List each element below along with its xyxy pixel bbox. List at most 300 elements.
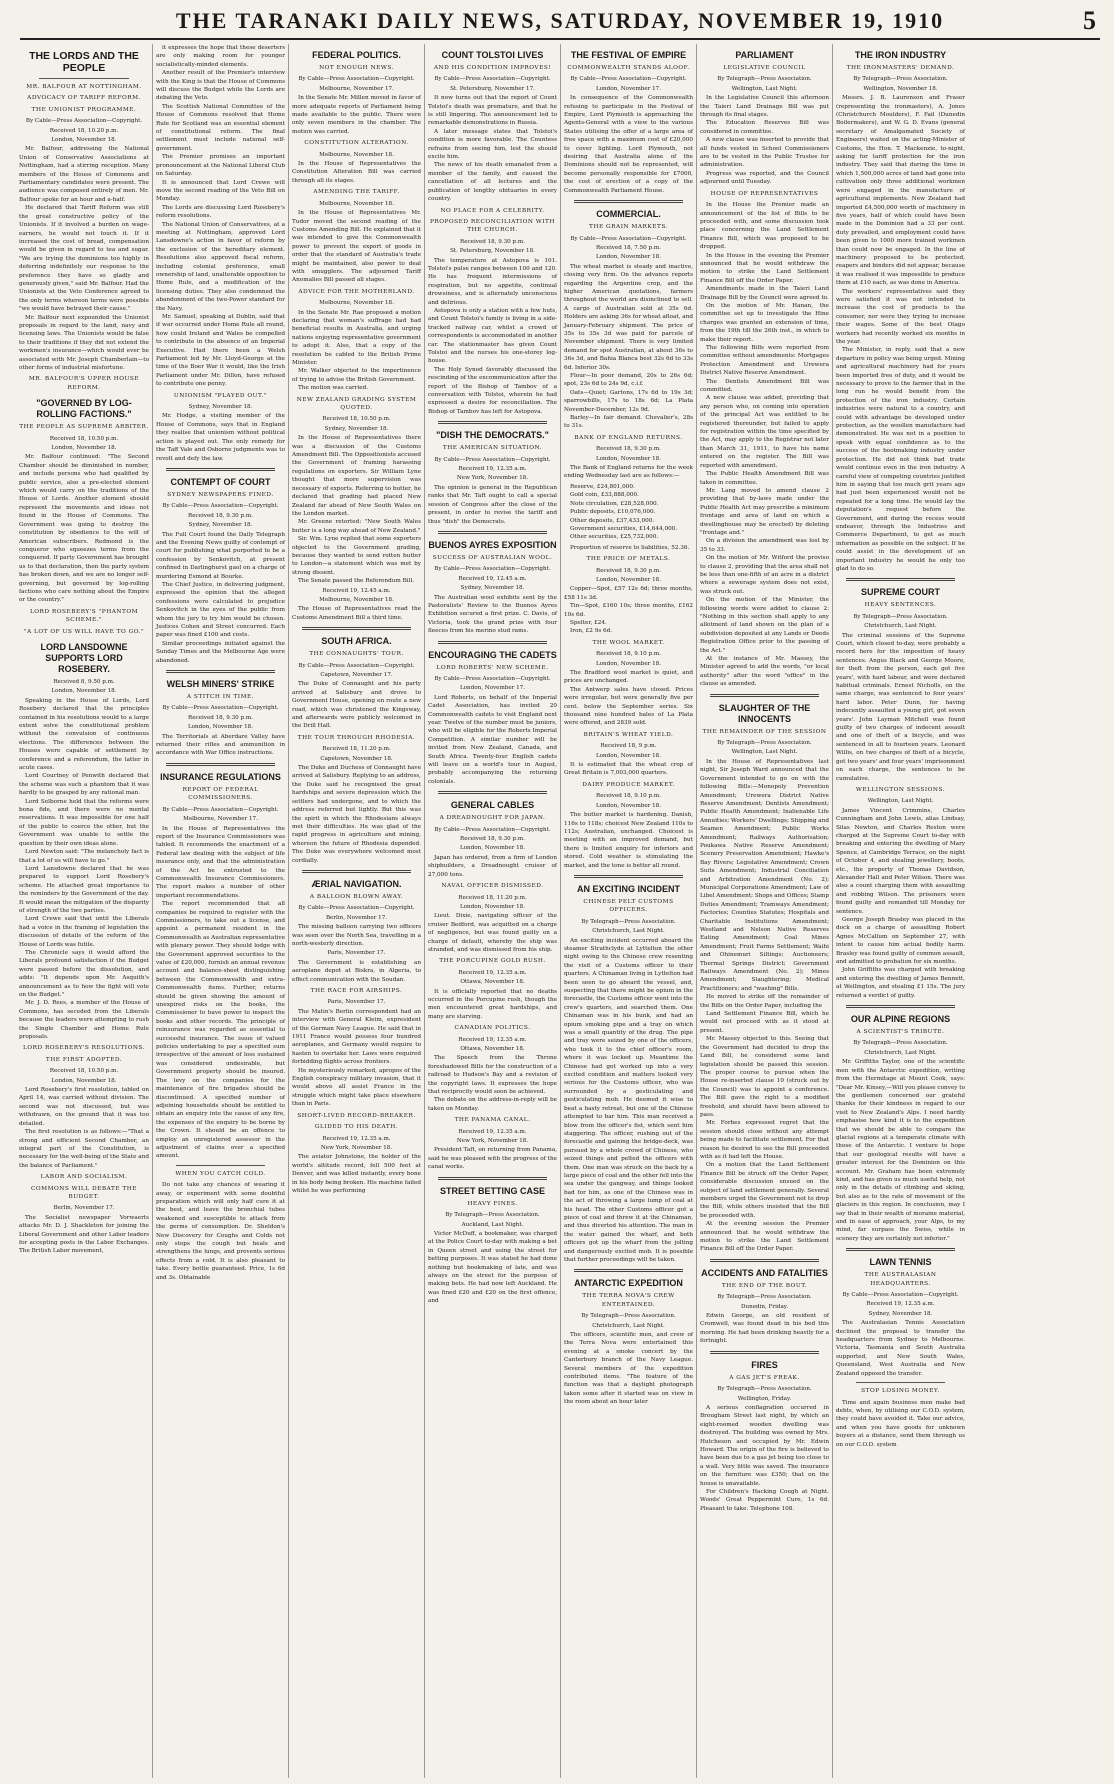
paragraph: Mr. Lang moved to amend clause 2 providing that by-laws made under the Public Health Act may prescribe a minimum frontage and area of land on which a dwellinghouse may be erected) by deleting "frontage and." [700, 487, 829, 536]
subhead: THE FIRST ADOPTED. [45, 1056, 123, 1063]
dateline: New York, November 18. [456, 1138, 529, 1145]
dateline: London, November 18. [595, 752, 662, 759]
headline: ACCIDENTS AND FATALITIES [701, 1267, 828, 1278]
paragraph: Time and again business men make bad debts, when, by utilising our C.O.D. system, they could have avoided it. Take our advice, and when you have goods for unknown buyers at a distance, send them through us on our C.O.D. system [836, 1399, 965, 1448]
subhead: A GAS JET'S FREAK. [729, 1374, 800, 1381]
paragraph: Mr. Walker objected to the impertinence of trying to advise the British Government. [292, 368, 421, 383]
divider [176, 1165, 265, 1166]
paragraph: In the House of Representatives Mr. Tudor moved the second reading of the Customs Amending Bill. He explained that it was intended to give the Commonwealth power to prevent the export of goods in order that the standard of Australia's trade might be maintained, also power to deal with smugglers. The adjourned Tariff Anomalies Bill passed all stages. [292, 210, 421, 284]
dateline: By Telegraph—Press Association. [445, 1212, 540, 1219]
subhead: THE RACE FOR AIRSHIPS. [310, 988, 403, 994]
dateline: By Telegraph—Press Association. [717, 76, 812, 83]
dateline: Christchurch, Last Night. [592, 928, 665, 935]
headline: COUNT TOLSTOI LIVES [441, 50, 544, 60]
divider [710, 1351, 819, 1354]
paragraph: The debate on the address-in-reply will be taken on Monday. [428, 1097, 557, 1112]
paragraph: In the House of Representatives last night, Sir Joseph Ward announced that the Government intended to go on with the following Bills:—Monopoly Prevention Amendment; Urewera District Native Reserve Amendment; Dentists Amendment; Public Health Amendment; Inalienable Life Annuities; Workers' Dwellings; Shipping and Seamen Amendment; Public Works Amendment; Railways Authorisation; Poukawa Native Reserve Amendment; Scenery Preservation Amendment; Hawke's Bay Rivers; Legislative Amendment; Crown Suits Amendment; Industrial Conciliation and Arbitration Amendment (No. 2); Municipal Corporations Amendment; Law of Libel Amendment; Shops and Offices; Stamp Duties Amendment; Tramways Amendment; Factories; Counties Statutes; Hospitals and Charitable Institutions Amendment; Westland and Nelson Native Reserves Eating Amendment; Coal Mines Amendment; Fruit Farms Settlement; Waihi and Ohinemuri Siltings; Auctioneers; Thermal Springs District; Government Railways Amendment (No. 2); Mines Amendment; Slaughtering; Medical Practitioners; and "washing" Bills. [700, 758, 830, 992]
dateline: London, November 18. [459, 845, 526, 852]
paragraph: The Chronicle says it would afford the Liberals profound satisfaction if the Budget were passed before the dissolution, and adds: "It depends upon Mr. Asquith's announcement as to how the fight will vote on the Budget." [19, 949, 149, 998]
dateline: Sydney, November 18. [868, 1310, 933, 1317]
dateline: Received 18, 9.10 p.m. [596, 793, 661, 800]
dateline: Received 18, 9.30 p.m. [596, 567, 661, 574]
dateline: Received 18, 11.20 p.m. [322, 746, 391, 753]
subhead: ADVOCACY OF TARIFF REFORM. [27, 95, 141, 102]
divider [574, 875, 683, 878]
subhead: CHINESE PELT CUSTOMS OFFICERS. [583, 898, 674, 914]
divider [846, 1005, 955, 1008]
dateline: By Telegraph—Press Association. [581, 918, 676, 925]
subhead: THE AMERICAN SITUATION. [442, 445, 543, 452]
subhead: THE CONNAUGHTS' TOUR. [309, 651, 404, 658]
headline: ENCOURAGING THE CADETS [428, 649, 557, 660]
dateline: London, November 18. [51, 1077, 117, 1084]
dateline: London, November 18. [51, 137, 117, 144]
dateline: Received 19, 12.45 a.m. [458, 575, 527, 582]
subhead: AMENDING THE TARIFF. [313, 189, 400, 196]
divider [710, 1259, 819, 1262]
paragraph: Flour—In poor demand, 20s to 26s 6d; spot, 23s 6d to 24s 9d, c.i.f. [564, 373, 693, 388]
dateline: Paris, November 17. [327, 999, 386, 1006]
dateline: London, November 18. [187, 724, 254, 731]
page-number: 5 [1083, 6, 1096, 35]
paragraph: A new clause was added, providing that any person who, on coming into operation of the principal Act was entitled to be registered thereunder, but failed to apply for registration within the time specified by the Act, may apply to the Registrar not later than March 31, 1911, to have his name entered on the register. The Bill was reported with amendment. [700, 395, 829, 469]
paragraph: President Taft, on returning from Panama, said he was pleased with the progress of the canal works. [428, 1147, 557, 1171]
column-2 [152, 44, 288, 1778]
dateline: Received 18, 10.50 p.m. [322, 416, 391, 423]
subhead: THE AUSTRALASIAN HEADQUARTERS. [864, 1272, 937, 1287]
paragraph: The Australian wool exhibits sent by the Pastoralists' Review to the Buenos Ayres Exhibition secured a first prize. C. Davis, of Victoria, took the grand prize with four fleeces from his merino stud rams. [428, 594, 557, 635]
subhead: LORD ROSEBERY'S "PHANTOM SCHEME." [29, 608, 139, 624]
subhead: THE PORCUPINE GOLD RUSH. [439, 958, 546, 965]
subhead: THE TERRA NOVA'S CREW ENTERTAINED. [582, 1293, 675, 1308]
paragraph: The first resolution is as follows:—"That a strong and efficient Second Chamber, an integral part of the Constitution, is necessary for the well-being of the State and the balance of Parliament." [19, 1129, 149, 1169]
headline: GENERAL CABLES [450, 800, 535, 811]
dateline: Christchurch, Last Night. [864, 1049, 937, 1056]
paragraph: Similar proceedings initiated against the Sunday Times and the Melbourne Age were abandoned. [156, 640, 285, 664]
divider [846, 1248, 955, 1251]
subhead: LORD ROSEBERY'S RESOLUTIONS. [22, 1045, 145, 1052]
paragraph: James Vincent Crimmins, Charles Cunningham and John Lewis, alias Lindsay, Silas Newton, and Charles Reston were charged at the Supreme Court to-day with breaking and entering the dwelling of Mary Spence, at Cambridge Terrace, on the night of October 4, and stealing jewellery, boots, etc., the property of Thomas Davidson, Alexander Hall and Peter Wilson. There was also a count charging them with assaulting and robbing Wilson. The prisoners were found guilty and remanded till Monday for sentence. [836, 807, 965, 915]
subhead: THE PEOPLE AS SUPREME ARBITER. [19, 424, 149, 431]
dateline: Received 18, 9.10 p.m. [596, 651, 661, 658]
paragraph: Mr. Griffiths Taylor, one of the scientific men with the Antarctic expedition, writing from the Hermitage at Mount Cook, says: "Dear Mr. Kinsey,—Will you please convey to the gentlemen concerned our grateful thanks for their kindness in regard to our visit to New Zealand's Alps. I need hardly emphasise how kind it is to the expedition that we should be able to compare the glacial regions at a temperate climate with those of the Antarctic. I venture to hope that our geological results will have a greater interest for the Dominion on this account. Mr. Graham has been extremely kind, and has given us much useful help, not only in the details of climbing and skiing, but also as to the rate of movement of the glaciers in this region. In conclusion, may I say that in their wealth of moraine material, and in ease of approach, your Alps, to my mind, far surpass the Swiss, while in scenery they are certainly not inferior." [836, 1059, 965, 1242]
headline: "GOVERNED BY LOG-ROLLING FACTIONS." [36, 398, 132, 420]
dateline: Received 18, 10.20 p.m. [49, 127, 119, 134]
column-6 [696, 44, 832, 1778]
subhead: WELLINGTON SESSIONS. [855, 786, 946, 793]
headline: LAWN TENNIS [869, 1257, 932, 1268]
paragraph: The Education Reserves Bill was considered in committee. [700, 120, 829, 135]
subhead: LABOR AND SOCIALISM. [40, 1174, 128, 1181]
paragraph: In the House of Representatives the Constitution Alteration Bill was carried through all its stages. [292, 161, 421, 184]
paragraph: On the motion of Mr. Hanan, the committee set up to investigate the Hine charges was granted an extension of time, from the 19th till the 26th inst., in which to make their report. [700, 302, 829, 343]
dateline: By Telegraph—Press Association. [853, 613, 948, 620]
dateline: Received 19, 12.35 a.m. [866, 1301, 935, 1308]
table-row: Government securities, £14,644,000. [570, 525, 678, 532]
divider [856, 1382, 945, 1383]
paragraph: Astopova is only a station with a few huts, and Count Tolstoi's family is living in a side-tracked railway car, whilst a crowd of correspondents is accommodated in another car. The stationmaster has given Count Tolstoi and the nurses his one-storey log-house. [428, 307, 557, 365]
subhead: "A LOT OF US WILL HAVE TO GO." [23, 628, 145, 635]
subhead: STOP LOSING MONEY. [861, 1388, 940, 1395]
subhead: HEAVY FINES. [467, 1200, 518, 1207]
paragraph: Another result of the Premier's interview with the King is that the House of Commons will discuss the Budget while the Lords are debating the Veto. [156, 70, 285, 102]
paragraph: The Territorials at Aberdare Valley have returned their rifles and ammunition in accordance with War Office instructions. [156, 733, 285, 757]
headline: COMMERCIAL. [596, 209, 661, 220]
dateline: Melbourne, November 18. [319, 300, 394, 307]
paragraph: The Antwerp sales have closed. Prices were irregular, but were generally five per cent. below the September series. Six thousand nine hundred bales of La Plata were offered, and 2839 sold. [564, 686, 693, 727]
dateline: London, November 18. [459, 903, 526, 910]
paragraph: Speaking in the House of Lords, Lord Rosebery declared that the principles contained in his resolutions would to a large extent solve the constitutional problem without the convulsion of continuous elections. The differences between the Houses were capable of settlement by conference and a referendum, the latter in acute cases. [19, 697, 149, 772]
dateline: St. Petersburg, November 18. [450, 248, 535, 255]
paragraph: The report recommended that all companies be required to register with the Commissioners, to take out a license, and appoint a permanent resident in the Commonwealth as Australian representative with plenary power. They should lodge with the Government approved securities to the value of £20,000, furnish an annual revenue account and balance-sheet distinguishing between the Commonwealth and extra-Commonwealth items. Further, returns should be given showing the amount of unexpired risks on the books, the Commissioner to have power to inspect the books and other records. The principle of reinsurance was regarded as essential to successful insurance. The issue of valued policies undertaking to pay a specified sum irrespective of the amount of loss sustained was considered undesirable, but Government property should be insured. The levy on the companies for the maintenance of fire brigades should be discontinued. A specified number of adjoining households should be entitled to obtain an enquiry into the cause of any fire, the expenses of the enquiry to be borne by the Crown. It should be an offence to employ an unregistered assessor in the adjustment of claims over a specified amount. [156, 901, 285, 1160]
paragraph: At the evening session the Premier announced that he would withdraw the motion to strike the Land Settlement Finance Bill off the Order Paper. [700, 1221, 829, 1253]
headline: STREET BETTING CASE [439, 1185, 545, 1196]
divider [710, 694, 819, 697]
dateline: Received 19, 12.35 a.m. [458, 1036, 527, 1043]
dateline: Melbourne, November 17. [183, 816, 258, 823]
paragraph: An exciting incident occurred aboard the steamer Strathclyde at Lyttelton the other night owing to the Chinese crew resenting the visit of a Customs officer to their quarters. A Chinaman living in Lyttelton had been seen to go aboard the vessel, and, suspecting that there might be opium in the forecastle, the Customs officer went into the crew's quarters, and searched them. One Chinaman was in his bunk, and had an opium smoking pipe and a tray on which was a small quantity of the drug. The pipe and tray were seized by one of the officers, who took it to the chief officer's room, where it was locked up. Meantime the Chinese had got worked up into a very excited condition and matters looked very serious for the Customs officer, who was surrounded by a gesticulating and gesticulating mob. He deemed it wise to beat a hasty retreat, but one of the Chinese attempted to bar him. This man received a blow from the officer's fist, which sent him staggering. The officer, rushing out of the forecastle and gaining the bridge-deck, was pursued by a whole crowd of Chinese, who seized things and pelted the officers with them. One man was struck on the back by a large piece of coal and the other fell into the sea under the gangway, and things looked bad for him, as one of the Chinese was in the act of throwing a large lump of coal at his head. The other Customs officer got a piece of coal and threw it at the Chinaman, and thus diverted his attention. The man in the water gained the wharf, and both officers got up the wharf from the jolting and dangerously excited mob. It is possible that further proceedings will be taken. [564, 937, 694, 1263]
subhead: SHORT-LIVED RECORD-BREAKER. [297, 1112, 416, 1119]
paragraph: Mr. Forbes expressed regret that the session should close without any attempt being made to facilitate settlement. For that reason he desired to see the Bill proceeded with as it had left the House. [700, 1120, 829, 1160]
column-3 [288, 44, 424, 1778]
paragraph: On the motion of the Minister, the following words were added to clause 2: "Nothing in this section shall apply to any allotment of land shown on the plan of a subdivision deposited at any Lands or Deeds Registration Office prior to the passing of the Act." [700, 597, 829, 654]
paragraph: Lord Rosebery's first resolution, tabled on April 14, was carried without division. The second was not discussed, but was withdrawn, on the ground that it was too detailed. [19, 1087, 149, 1127]
paragraph: Iron, £2 9s 6d. [570, 628, 613, 635]
paragraph: The Lords are discussing Lord Rosebery's reform resolutions. [156, 204, 285, 220]
paragraph: Mr. Hodge, a visiting member of the House of Commons, says that in England they realise that unionism without political action is played out. The only remedy for the Taff Vale and Osborne judgments was to revolt and defy the law. [156, 413, 285, 462]
dateline: Melbourne, November 18. [319, 596, 394, 603]
paragraph: Progress was reported, and the Council adjourned until Tuesday. [700, 170, 829, 186]
dateline: London, November 18. [595, 455, 662, 462]
paragraph: On the motion of Mr. Witford the proviso to clause 2, providing that the area shall not be less than one-fifth of an acre in a district where a sewerage system does not exist, was struck out. [700, 555, 829, 595]
bank-returns-table [570, 483, 693, 542]
dateline: London, November 18. [51, 445, 117, 452]
headline: FEDERAL POLITICS. [312, 50, 401, 60]
paragraph: The Socialist newspaper Vorwaerts attacks Mr. D. J. Shackleton for joining the Liberal Government and other Labor leaders for accepting posts in the Labor Exchanges. The British Labor movement, [19, 1214, 149, 1255]
divider [438, 791, 547, 794]
headline: THE IRON INDUSTRY [854, 50, 947, 60]
paragraph: For Children's Hacking Cough at Night. Woods' Great Peppermint Cure, 1s 6d. Pleasant to take. Telephone 108. [700, 1488, 829, 1512]
paragraph: A serious conflagration occurred in Brougham Street last night, by which an eight-roomed wooden dwelling was destroyed. The building was owned by Mrs. Hutcheson and occupied by Mr. Edwin Howard. The origin of the fire is believed to have been due to a gas jet being too close to a wall. Very little was saved. The insurance on the furniture was £350; that on the house is unavailable. [700, 1404, 829, 1487]
subhead: DAIRY PRODUCE MARKET. [582, 781, 675, 788]
dateline: Received 19, 12.35 a.m. [458, 466, 527, 473]
paragraph: It is estimated that the wheat crop of Great Britain is 7,003,000 quarters. [564, 762, 693, 777]
paragraph: The Duke and Duchess of Connaught have arrived at Salisbury. Replying to an address, the Duke said he recognised the great hardships and severe depression which the settlers had undergone, and to which the address referred but lightly. But this was the spirit in which the Rhodesians always met their difficulties. He was glad of the rapid progress in agriculture and mining, whereon the future of Rhodesia depended. The Duke was everywhere welcomed most cordially. [292, 765, 421, 864]
headline: ÆRIAL NAVIGATION. [311, 878, 402, 889]
paragraph: Do not take any chances of wearing it away, or experiment with some doubtful preparation which will only half cure it at the best, and leave the bronchial tubes weakened and susceptible to attack from the germs of consumption. Dr. Sheldon's New Discovery for Coughs and Colds not only stops the cough but heals and strengthens the lungs, and prevents serious effects from a cold. It is also pleasant to take. Every bottle guaranteed. Price, 1s 6d and 3s. Obtainable [156, 1182, 285, 1281]
dateline: By Cable—Press Association—Copyright. [162, 705, 279, 712]
dateline: Auckland, Last Night. [461, 1221, 524, 1228]
paragraph: The National Union of Conservatives, at a meeting at Nottingham, approved Lord Lansdowne's action in favor of reform by the exclusion of the hereditary element. Resolutions also approved fiscal reform, including colonial preference, small ownership of land, unalterable opposition to Home Rule, and a modification of the licensing duties. They also condemned the abandonment of the two-Power standard for the Navy. [156, 221, 285, 312]
paragraph: He mysteriously remarked, apropos of the English conspiracy military invasion, that it would above all assist France in the struggle which might take place elsewhere than in Paris. [292, 1067, 421, 1108]
dateline: Received 18, 9.30 p.m. [596, 446, 661, 453]
paragraph: Japan has ordered, from a firm of London shipbuilders, a Dreadnought cruiser of 27,000 tons. [428, 854, 557, 878]
subhead: PROPOSED RECONCILIATION WITH THE CHURCH. [430, 218, 555, 234]
paragraph: Land Settlement Finance Bill, which he would not proceed with as it stood at present. [700, 1011, 829, 1034]
subhead: THE TOUR THROUGH RHODESIA. [297, 734, 416, 741]
paragraph: Lord Roberts, on behalf of the Imperial Cadet Association, has invited 20 Commonwealth cadets to visit England next year. Twelve of the number must be juniors, who will be eligible for the Roberts Imperial Competition. A similar number will be invited from New Zealand, Canada, and South Africa. Twenty-four English cadets will leave on a world's tour in August, probably accompanying the returning colonials. [428, 694, 557, 785]
paragraph: Edwin George, an old resident of Cromwell, was found dead in his bed this morning. He had been drinking heavily for a fortnight. [700, 1313, 829, 1345]
paragraph: Messrs. J. B. Laurenson and Fraser (representing the ironmasters), A. Jones (Christchurch Moulders), F. Fail (Dunedin Boilermakers), and W. G. D. Evans (general secretary of Amalgamated Society of Engineers) waited on the acting-Minister of Customs, the Hon. T. Mackenzie, to-night, asking for tariff protection for the iron industry. They said that during the time in which 1,500,000 acres of land had gone into cultivation only three additional workmen were engaged in the manufacture of agricultural implements. New Zealand had imported £4,500,000 worth of machinery in five years, half of which could have been made in the Dominion had a 33 per cent. duty prevailed, and employment could have been given to 1000 more trained workmen than could now be engaged. In the line of machinery proposed to be protected, reapers and binders did not appear, because it was realised it was impossible to produce them at £10 each, as was done in America. [836, 95, 965, 287]
paragraph: Lord Courtney of Penwith declared that the scheme was such a phantom that it was hardly to be grasped by any rational man. [19, 773, 149, 797]
table-row: Other deposits, £37,433,000. [570, 517, 655, 524]
paragraph: It now turns out that the report of Count Tolstoi's death was premature, and that he is still lingering. The announcement led to remarkable demonstrations in Russia. [428, 95, 557, 127]
dateline: By Cable—Press Association—Copyright. [298, 76, 415, 83]
paragraph: Mr. Balfour, addressing the National Union of Conservative Associations at Nottingham, had a stirring reception. Many members of the House of Commons and Parliamentary candidates were present. The audience was composed entirely of men. Mr. Balfour spoke for an hour and a-half. [19, 146, 149, 203]
dateline: Wellington, Last Night. [731, 85, 798, 92]
paragraph: The missing balloon carrying two officers was seen over the North Sea, travelling in a north-westerly direction. [292, 924, 421, 947]
dateline: Received 18, 10.50 p.m. [49, 435, 119, 442]
subhead: NEW ZEALAND GRADING SYSTEM QUOTED. [296, 396, 417, 412]
subhead: SUCCESS OF AUSTRALIAN WOOL. [432, 554, 553, 561]
paragraph: The Holy Synod favorably discussed the rescinding of the excommunication after the report of the Bishop of Tambov of a conversation with Tolstoi, wherein he had expressed a desire for reconciliation. The Bishop of Tambov has left for Astopova. [428, 366, 557, 415]
dateline: Received 18, 9 p.m. [600, 743, 657, 750]
paragraph: The Government is establishing an aeroplane depot at Biskra, in Algeria, to effect communication with the Soudan. [292, 959, 421, 983]
paragraph: Oats—Quiet; Gartons, 17s 6d to 19s 3d; sparrowbills, 17s to 18s 6d; La Plata November-December, 12s 9d. [564, 389, 693, 413]
dateline: Capetown, November 17. [320, 672, 393, 678]
headline: FIRES [751, 1359, 778, 1370]
subhead: SYDNEY NEWSPAPERS FINED. [167, 491, 274, 498]
dateline: Received 18, 9.30 p.m. [460, 836, 525, 843]
paragraph: The Bradford wool market is quiet, and prices are unchanged. [564, 670, 693, 685]
dateline: Received 8, 9.50 p.m. [53, 678, 115, 685]
headline: LORD LANSDOWNE SUPPORTS LORD ROSEBERY. [40, 641, 128, 674]
dateline: New York, November 18. [456, 475, 529, 482]
dateline: By Cable—Press Association—Copyright. [434, 826, 551, 833]
column-5 [560, 44, 696, 1778]
paragraph: Lord Newton said: "The melancholy fact is that a lot of us will have to go." [19, 849, 149, 864]
dateline: London, November 18. [595, 254, 662, 261]
paragraph: The Scottish National Committee of the House of Commons resolved that Home Rule for Scotland was an essential element of constitutional reform. The final settlement must include national self-government. [156, 103, 285, 152]
divider [302, 870, 411, 873]
dateline: Received 19, 12.35 a.m. [458, 1128, 527, 1135]
paragraph: The Senate passed the Referendum Bill. [298, 578, 415, 585]
subhead: ADVICE FOR THE MOTHERLAND. [298, 288, 415, 295]
paragraph: He moved to strike off the remainder of the Bills on the Order Paper, including the [700, 994, 829, 1009]
paragraph: Lieut. Dixie, navigating officer of the cruiser Bedford, was acquitted on a charge of negligence, but was found guilty on a charge of default, whereby the ship was stranded, and was dismissed from his ship. [428, 913, 557, 953]
paragraph: In consequence of the Commonwealth refusing to participate in the Festival of Empire, Lord Plymouth is approaching the Agents-General with a view to the various States utilising the offer of a large area of free space with a maximum cost of £20,000 to cover lighting. Lord Plymouth, not desiring that Australia alone of the Dominions should not be represented, will become personally responsible for £7000, the cost of erection of a copy of the Commonwealth Parliament House. [564, 95, 693, 194]
dateline: Christchurch, Last Night. [864, 623, 937, 630]
headline: SOUTH AFRICA. [321, 636, 392, 647]
table-row: Other securities, £25,732,000. [570, 534, 659, 541]
dateline: Wellington, Friday. [737, 1395, 792, 1402]
dateline: By Telegraph—Press Association. [717, 1294, 812, 1301]
paragraph: The Bank of England returns for the week ending Wednesday last are as follows:— [564, 465, 693, 480]
subhead: GLIDED TO HIS DEATH. [314, 1124, 399, 1131]
dateline: By Cable—Press Association—Copyright. [162, 806, 279, 813]
paragraph: A later message states that Tolstoi's condition is more favorable. The Countess refrains from seeing him, lest the should excite him. [428, 128, 557, 161]
dateline: By Cable—Press Association—Copyright. [570, 235, 687, 242]
divider [574, 200, 683, 203]
dateline: Melbourne, November 17. [319, 85, 394, 92]
column-7 [832, 44, 968, 1778]
paragraph: In the House of Representatives the report of the Insurance Commissioners was tabled. It recommends the enactment of a Federal law dealing with the subject of life insurance only, and that the administration of the Act be entrusted to the Commonwealth Insurance Commissioners. The report makes a number of other important recommendations. [156, 825, 285, 899]
subhead: LORD ROBERTS' NEW SCHEME. [436, 664, 549, 671]
dateline: By Telegraph—Press Association. [717, 1386, 812, 1393]
subhead: HEAVY SENTENCES. [864, 602, 937, 609]
dateline: Received 19, 12.35 a.m. [458, 969, 527, 976]
dateline: Received 19, 12.45 a.m. [322, 587, 391, 594]
divider [39, 78, 129, 79]
paragraph: The Premier promises an important pronouncement at the National Liberal Club on Saturday. [156, 154, 285, 178]
divider [438, 421, 547, 424]
dateline: Received 19, 12.35 a.m. [322, 1135, 391, 1142]
paragraph: The Australasian Tennis Association declined the proposal to transfer the headquarters from Sydney to Melbourne. Victoria, Tasmania and South Australia supported, and New South Wales, Queensland, West Australia and New Zealand opposed the transfer. [836, 1320, 965, 1377]
subhead: THE IRONMASTERS' DEMAND. [846, 65, 955, 71]
headline: OUR ALPINE REGIONS [850, 1014, 951, 1025]
subhead: COMMONWEALTH STANDS ALOOF. [567, 65, 690, 71]
headline: BUENOS AYRES EXPOSITION [428, 539, 557, 550]
dateline: Wellington, November 18. [863, 85, 938, 92]
divider [846, 578, 955, 581]
dateline: Dunedin, Friday. [741, 1303, 788, 1310]
subhead: NOT ENOUGH NEWS. [319, 65, 394, 71]
paragraph: Spelter, £24. [570, 619, 607, 626]
dateline: Paris, November 17. [327, 950, 386, 957]
paragraph: He declared that Tariff Reform was still the great constructive policy of the Unionists. If it involved a burden on wage-earners, he would not touch it. If it increased the cost of bread, compensation would be given in regard to tea and sugar. "We are trying the dominions too highly in deferring indefinitely our response to the preference they have so gladly and generously given," said Mr. Balfour. Had the Unionists at the Veto Conference agreed to the only terms whereon terms were possible "we would have betrayed their cause." [19, 205, 149, 313]
column-4 [424, 44, 560, 1778]
paragraph: it expresses the hope that these deserters are only making room for younger socialistically-minded elements. [156, 45, 285, 68]
columns [16, 44, 1104, 1778]
paragraph: Mr. Samuel, speaking at Dublin, said that if war occurred under Home Rule all round, how could Ireland and Wales be compelled to contribute in the absence of an Imperial Executive. Had there been a Welsh Parliament led by Mr. Lloyd-George at the time of the Boer War it would, like the Irish Parliament under Mr. Dillon, have refused to contribute one penny. [156, 314, 285, 388]
subhead: THE WOOL MARKET. [592, 639, 665, 646]
dateline: London, November 18. [595, 660, 662, 667]
dateline: By Telegraph—Press Association. [581, 1313, 676, 1320]
dateline: By Cable—Press Association—Copyright. [434, 76, 551, 83]
paragraph: Lord Lansdowne declared that he was prepared to support Lord Rosebery's scheme. He attached great importance to the reminders by the Government of the day. It would mean the mitigation of the disparity of strength of the two parties. [19, 865, 149, 914]
divider [166, 468, 275, 471]
paragraph: In the House of Representatives there was a discussion of the Customs Amendment Bill. The Oppositionists accused the Government of framing harassing regulations on exporters. Sir William Lyne thought that more supervision was necessary of exports. Referring to butter, he declared that grading had placed New Zealand far ahead of New South Wales on the London market. [292, 435, 421, 517]
dateline: Ottawa, November 18. [460, 1046, 525, 1052]
subhead: WHEN YOU CATCH COLD. [175, 1170, 266, 1177]
paragraph: The motion was carried. [298, 385, 369, 392]
dateline: London, November 18. [51, 688, 117, 695]
paragraph: Mr. Greene retorted: "New South Wales butter is a long way ahead of New Zealand." [292, 519, 421, 534]
subhead: NO PLACE FOR A CELEBRITY. [440, 207, 545, 214]
paragraph: The criminal sessions of the Supreme Court, which closed to-day, were probably a record here for the imposition of heavy sentences. Angus Black and George Moore, for theft from the person, each got five years', with hard labour, and were declared habitual criminals. Ernest Nicholls, on the same charge, was sentenced to four years' hard labor. Peter Dunn, for having indecently assaulted a young girl, got seven years'. John Layman Mitchell was found guilty of two charges of indecent assault and one of theft of a bicycle, and was sentenced in all to fourteen years. Leonard Willis, on two charges of theft of a bicycle, got two years' and four years' imprisonment on each charge, the sentences to be cumulative. [836, 632, 965, 782]
subhead: THE PANAMA CANAL. [454, 1117, 531, 1124]
dateline: Melbourne, November 18. [319, 151, 394, 158]
dateline: Melbourne, November 18. [319, 200, 394, 207]
dateline: Berlin, November 17. [325, 914, 388, 921]
paragraph: Amendments made in the Taieri Land Drainage Bill by the Council were agreed to. [700, 286, 829, 301]
dateline: Received 18, 9.30 p.m. [188, 512, 253, 519]
paragraph: Tin—Spot, £160 10s; three months, £162 10s 6d. [564, 603, 693, 618]
paragraph: George Joseph Brasley was placed in the dock on a charge of assaulting Robert Agnes McCallum on September 27, with intent to cause him actual bodily harm. Brasley was found guilty of common assault, and admitted to probation for six months. [836, 917, 965, 966]
paragraph: The officers, scientific men, and crew of the Terra Nova were entertained this evening at a smoke concert by the Canterbury branch of the Navy League. Several members of the expedition contributed items. "The feature of the function was that a daylight photograph taken some after it started was on view in the room about an hour later [564, 1332, 693, 1406]
paragraph: The House of Representatives read the Customs Amendment Bill a third time. [292, 606, 421, 621]
dateline: By Telegraph—Press Association. [853, 1040, 948, 1047]
subhead: BRITAIN'S WHEAT YIELD. [583, 731, 674, 738]
headline: THE FESTIVAL OF EMPIRE [570, 50, 687, 60]
dateline: Sydney, November 18. [324, 425, 389, 432]
subhead: A STITCH IN TIME. [186, 694, 255, 701]
dateline: Received 18, 10.50 p.m. [49, 1068, 119, 1075]
paragraph: In the House the Premier made an announcement of the list of Bills to be proceeded with, and some discussion took place concerning the Land Settlement Finance Bill, which was proposed to be dropped. [700, 202, 829, 251]
headline: SUPREME COURT [860, 587, 940, 598]
paragraph: The Speech from the Throne foreshadowed Bills for the construction of a railroad to Hudson's Bay and a revision of the copyright laws. It expresses the hope that reciprocity would soon be achieved. [428, 1055, 557, 1096]
subhead: HOUSE OF REPRESENTATIVES [710, 190, 819, 197]
divider [166, 763, 275, 766]
divider [438, 1177, 547, 1180]
paragraph: The Full Court found the Daily Telegraph and the Evening News guilty of contempt of court for publishing what purported to be a confession by Senkovitch, at present confined in Darlinghurst gaol on a charge of murdering Esmond at Bourke. [156, 531, 285, 580]
dateline: London, November 18. [595, 576, 662, 583]
paragraph: The Dentists Amendment Bill was committed. [700, 378, 829, 394]
dateline: By Cable—Press Association—Copyright. [298, 905, 415, 912]
headline: PARLIAMENT [735, 50, 794, 60]
dateline: Received 18, 9.30 p.m. [460, 238, 525, 245]
dateline: By Cable—Press Association—Copyright. [434, 566, 551, 573]
subhead: NAVAL OFFICER DISMISSED. [441, 883, 544, 890]
subhead: MR. BALFOUR AT NOTTINGHAM. [26, 84, 142, 90]
dateline: Ottawa, November 18. [460, 979, 525, 986]
subhead: A SCIENTIST'S TRIBUTE. [856, 1029, 945, 1036]
dateline: By Cable—Press Association—Copyright. [570, 76, 687, 83]
subhead: A BALLOON BLOWN AWAY. [309, 893, 404, 900]
table-row: Public deposits, £10,076,000. [570, 509, 656, 516]
dateline: Sydney, November 18. [188, 404, 253, 411]
headline: WELSH MINERS' STRIKE [166, 679, 275, 690]
paragraph: The Chief Justice, in delivering judgment, expressed the opinion that the alleged confessions were calculated to prejudice Senkovitch in the eyes of the public from whom the jury to try him would be chosen. Justices Cohen and Street concurred. Each paper was fined £100 and costs. [156, 581, 285, 639]
paragraph: Lord Selborne held that the reforms were bona fide, and there were no mental reservations. It was impossible for one half of the public to coerce the other, but the Government was unable to settle the question by their own ideas alone. [19, 798, 149, 847]
dateline: By Cable—Press Association—Copyright. [842, 1292, 959, 1299]
dateline: Capetown, November 18. [320, 755, 393, 762]
masthead [20, 4, 1100, 40]
dateline: London, November 18. [595, 802, 662, 809]
paragraph: A new clause was inserted to provide that all funds vested in School Commissioners are to be vested in the Public Trustee for administration. [700, 137, 829, 169]
headline: THE LORDS AND THE PEOPLE [29, 50, 139, 74]
paragraph: Mr. Massey objected to this. Seeing that the Government had decided to drop the Land Bill, he considered some land legislation should be passed this session. The proper course to pursue when the House re-inserted clause 10 (struck out by the Council) was to appoint a conference. The Bill gave the right to a modified freehold, and should have been allowed to pass. [700, 1036, 829, 1118]
subhead: MR. BALFOUR'S UPPER HOUSE REFORM. [28, 376, 140, 391]
subhead: LEGISLATIVE COUNCIL [723, 65, 806, 71]
paragraph: The Minister, in reply, said that a new departure in policy was being urged. Mining and agricultural machinery had for years been imported free of duty, and it would be necessary to prove to the farmer that in the long run he would benefit from the protection of the iron industry. Certain industries were natural to a country, and could with advantage be developed under protection, as the woollen manufacture had demonstrated. He was not in a position to speak with equal confidence as to the success of the bootmaking industry under protection. He did not think bad trade would continue even in the iron industry. A careful view of competing countries justified him in saying that too much grit years ago had just been experienced would not be repeated for a long time. He would lay the deputation's request before the Government, and during the recess would endeavor, through the Industries and Commerce Department, to get as much information as possible on the subject. If he could assist in the development of an important industry he would be only too glad to do so. [836, 347, 965, 572]
subhead: THE REMAINDER OF THE SESSION [702, 728, 827, 735]
masthead-title: THE TARANAKI DAILY NEWS, SATURDAY, NOVEMBER 19, 1910 [175, 8, 945, 33]
paragraph: Mr. Balfour continued: "The Second Chamber should be diminished in number, and include persons who had qualified by public service, also a pre-elected element which would carry on the traditions of the House of Lords. Another element should represent the movements and ideas not found in the House of Commons. The Government was going to destroy the constitution by obedience to the will of American subscribers. Redmond is the conqueror who squeezes terms from the conquered. If party Government has brought us to that declaration, then the party system has broken down, and we are no longer self-governing, but governed by log-rolling factions who care nothing about the Empire or the country." [19, 454, 149, 604]
dateline: London, November 17. [595, 85, 662, 92]
dateline: Received 18, 11.20 p.m. [458, 894, 527, 901]
divider [166, 670, 275, 673]
subhead: A DREADNOUGHT FOR JAPAN. [439, 815, 546, 822]
dateline: London, November 17. [459, 685, 526, 692]
paragraph: The opinion is general in the Republican ranks that Mr. Taft ought to call a special session of Congress after the close of the present, in order to revise the tariff and thus "dish" the Democrats. [428, 484, 557, 525]
subhead: THE UNIONIST PROGRAMME. [31, 106, 137, 113]
paragraph: Lord Crewe said that until the Liberals had a voice in the framing of legislation the discussion of details of the reform of the House of Lords was futile. [19, 916, 149, 948]
dateline: Wellington, Last Night. [731, 749, 798, 756]
paragraph: The aviator Johnstone, the holder of the world's altitude record, fell 500 feet at Denver, and was killed instantly, every bone in his body being broken. His machine failed whilst he was performing [292, 1154, 421, 1194]
divider [302, 627, 411, 630]
dateline: Received 18, 7.50 p.m. [596, 244, 661, 251]
dateline: Received 18, 9.30 p.m. [188, 714, 253, 721]
paragraph: The Public Health Amendment Bill was taken in committee. [700, 471, 829, 486]
divider [574, 1269, 683, 1272]
table-row: Note circulation, £28,528,000. [570, 500, 659, 507]
paragraph: Sir. Wm. Lyne replied that some exporters objected to the Government grading, because they wanted to send rotten butter to London—a statement which was met by strong dissent. [292, 536, 421, 576]
column-1 [16, 44, 152, 1778]
paragraph: In the Senate Mr. Rae proposed a motion declaring that woman's suffrage had had beneficial results in Australia, and urging nations enjoying representative government to adopt it. Also, that a copy of the resolution be cabled to the British Prime Minister. [292, 309, 421, 366]
dateline: By Cable—Press Association—Copyright. [298, 662, 415, 669]
dateline: Berlin, November 17. [53, 1205, 115, 1212]
paragraph: John Griffiths was charged with breaking and entering the dwelling of James Bennett, at Wellington, and stealing £1 15s. The jury returned a verdict of guilty. [836, 967, 965, 999]
dateline: By Cable—Press Association—Copyright. [25, 118, 143, 125]
paragraph: Mr. Balfour next expounded the Unionist proposals in regard to the land, navy and licensing laws. The Unionists would be false to their traditions if they did not extend the workmen's insurance—which would ever be associated with Mr. Joseph Chamberlain—to other forms of industrial misfortune. [19, 314, 149, 371]
dateline: By Cable—Press Association—Copyright. [434, 456, 551, 463]
paragraph: The temperature at Astopova is 101. Tolstoi's pulse ranges between 100 and 120. He has frequent intermissions of respiration, but no appetite, continual drowsiness, and is alternately unconscious and delirious. [428, 257, 557, 306]
headline: INSURANCE REGULATIONS [160, 771, 281, 782]
dateline: By Cable—Press Association—Copyright. [162, 503, 279, 510]
subhead: BANK OF ENGLAND RETURNS. [574, 434, 683, 441]
table-row: Gold coin, £33,888,000. [570, 492, 639, 499]
